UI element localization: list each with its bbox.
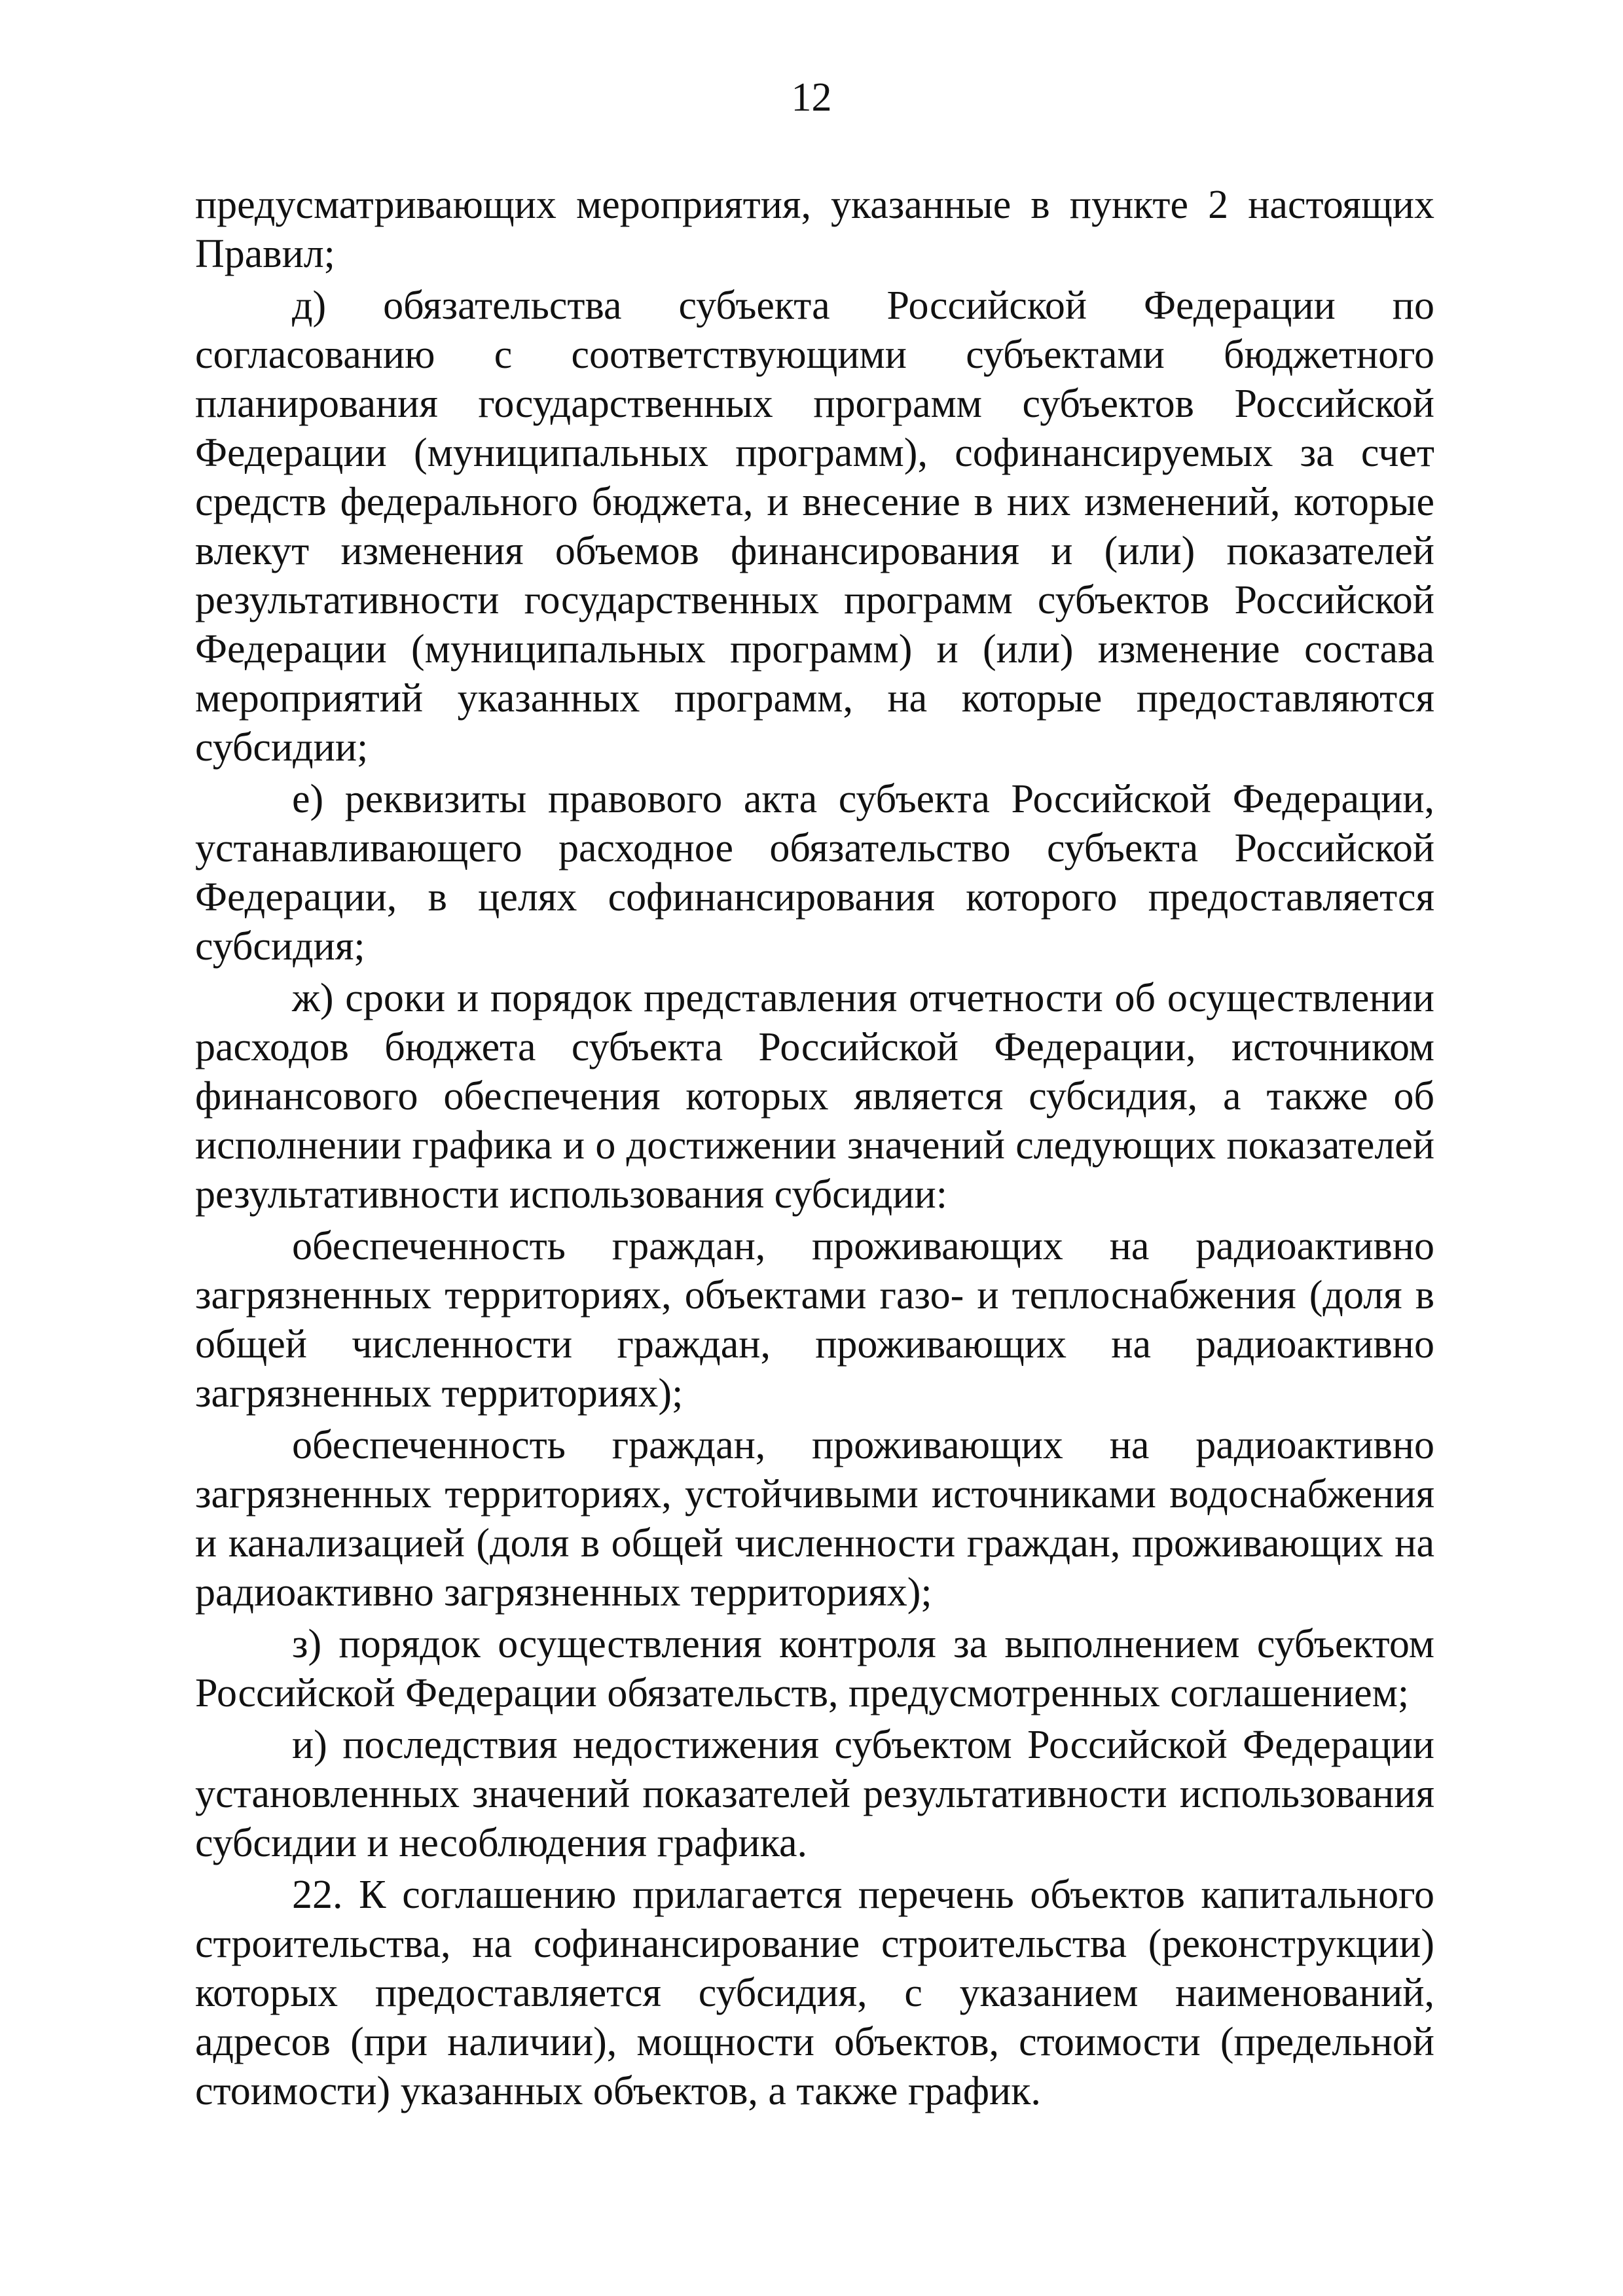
paragraph-item-zh: ж) сроки и порядок представления отчетности об осуществлении расходов бюджета субъекта Российской Федерации, источником финансового обеспечения которых является субсидия, а также об исполнении графика и о достижении значений следующих показателей результативности использования субсидии: (195, 976, 1434, 1217)
paragraph-continuation: предусматривающих мероприятия, указанные в пункте 2 настоящих Правил; (195, 183, 1434, 276)
paragraph-indicator-gas-heat: обеспеченность граждан, проживающих на радиоактивно загрязненных территориях, объектами газо- и теплоснабжения (доля в общей численности граждан, проживающих на радиоактивно загрязненных территориях); (195, 1224, 1434, 1416)
paragraph-item-i: и) последствия недостижения субъектом Российской Федерации установленных значений показателей результативности использования субсидии и несоблюдения графика. (195, 1723, 1434, 1865)
paragraph-item-z: з) порядок осуществления контроля за выполнением субъектом Российской Федерации обязательств, предусмотренных соглашением; (195, 1622, 1434, 1715)
paragraph-22: 22. К соглашению прилагается перечень объектов капитального строительства, на софинансирование строительства (реконструкции) которых предоставляется субсидия, с указанием наименований, адресов (при наличии), мощности объектов, стоимости (предельной стоимости) указанных объектов, а также график. (195, 1873, 1434, 2113)
document-body (195, 181, 1434, 2116)
paragraph-indicator-water: обеспеченность граждан, проживающих на радиоактивно загрязненных территориях, устойчивыми источниками водоснабжения и канализацией (доля в общей численности граждан, проживающих на радиоактивно загрязненных территориях); (195, 1423, 1434, 1615)
paragraph-item-e: е) реквизиты правового акта субъекта Российской Федерации, устанавливающего расходное обязательство субъекта Российской Федерации, в целях софинансирования которого предоставляется субсидия; (195, 777, 1434, 969)
paragraph-item-d: д) обязательства субъекта Российской Федерации по согласованию с соответствующими субъектами бюджетного планирования государственных программ субъектов Российской Федерации (муниципальных программ), софинансируемых за счет средств федерального бюджета, и внесение в них изменений, которые влекут изменения объемов финансирования и (или) показателей результативности государственных программ субъектов Российской Федерации (муниципальных программ) и (или) изменение состава мероприятий указанных программ, на которые предоставляются субсидии; (195, 283, 1434, 770)
page-number: 12 (791, 75, 832, 120)
